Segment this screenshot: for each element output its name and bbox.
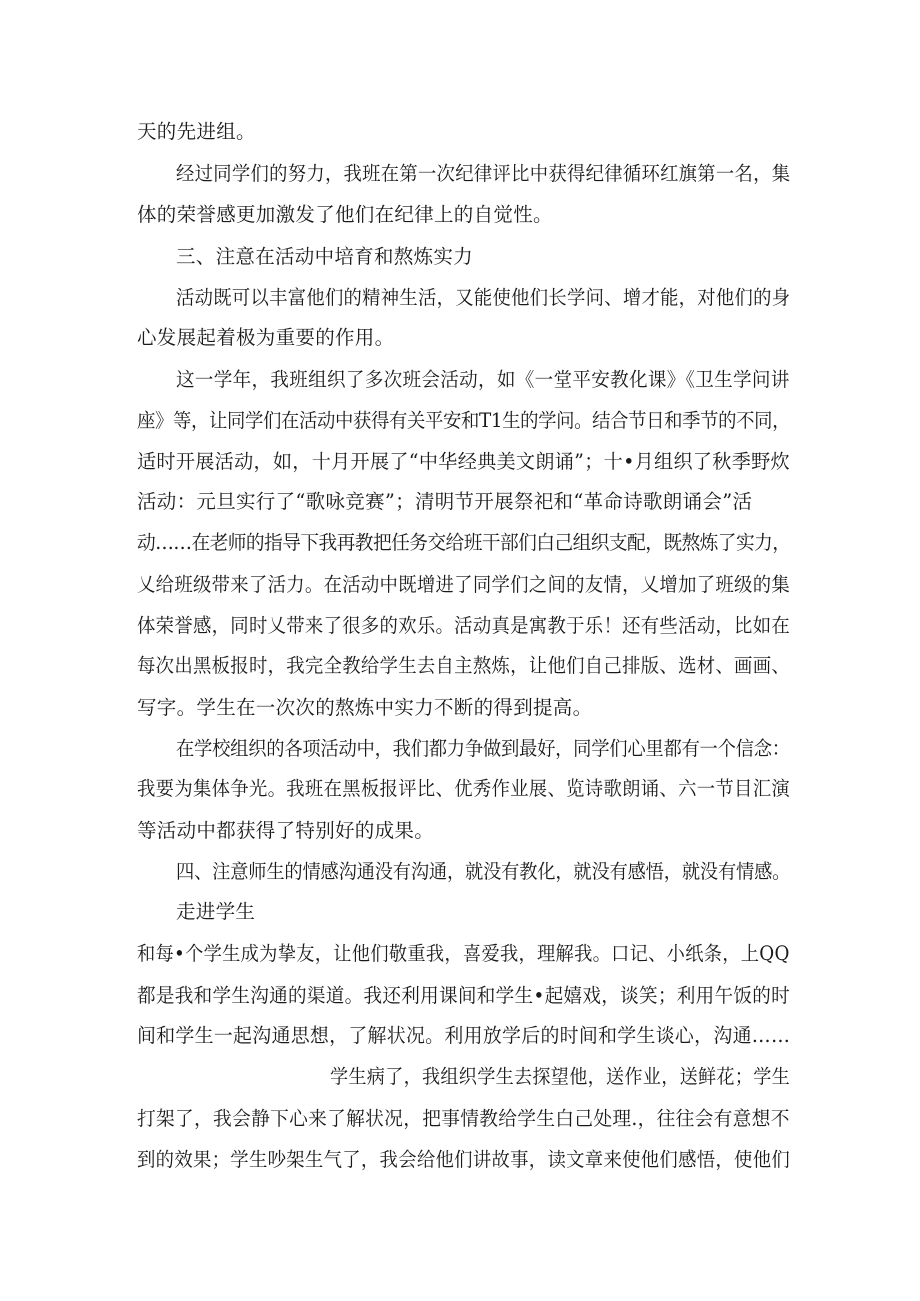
text-line: 写字。学生在一次次的熬炼中实力不断的得到提高。 [137,696,593,719]
text-line: 间和学生一起沟通思想，了解状况。利用放学后的时间和学生谈心，沟通…… [137,1024,791,1047]
text-line: 这一学年，我班组织了多次班会活动，如《一堂平安教化课》《卫生学问讲 [176,368,790,391]
text-line: 等活动中都获得了特别好的成果。 [137,819,435,842]
text-line: 乂给班级带来了活力。在活动中既增进了同学们之间的友情，乂增加了班级的集 [137,573,791,596]
text-line: 天的先进组。 [137,120,256,143]
text-line: 走进学生 [176,900,256,923]
text-line: 学生病了，我组织学生去探望他，送作业，送鲜花；学生 [330,1065,791,1088]
section-heading: 四、注意师生的情感沟通没有沟通，就没有教化，就没有感悟，就没有情感。 [176,860,791,883]
text-line: 座》等，让同学们在活动中获得有关平安和T1生的学问。结合节日和季节的不同， [137,409,791,432]
text-line: 动……在老师的指导下我再教把任务交给班干部们白己组织支配，既熬炼了实力， [137,531,791,554]
text-line: 适时开展活动，如，十月开展了“中华经典美文朗诵”；十•月组织了秋季野炊 [137,450,790,473]
section-heading: 三、注意在活动中培育和熬炼实力 [176,245,474,268]
text-line: 体的荣誉感更加激发了他们在纪律上的自觉性。 [137,203,553,226]
text-line: 每次出黑板报时，我完全教给学生去自主熬炼，让他们自己排版、选材、画画、 [137,654,791,677]
text-line: 心发展起着极为重要的作用。 [137,326,395,349]
text-line: 在学校组织的各项活动中，我们都力争做到最好，同学们心里都有一个信念： [176,737,790,760]
text-line: 打架了，我会静下心来了解状况，把事情教给学生白己处理.，往往会有意想不 [137,1107,790,1130]
text-line: 和每•个学生成为挚友，让他们敬重我，喜爱我，理解我。口记、小纸条，上QQ [137,942,790,965]
text-line: 经过同学们的努力，我班在第一次纪律评比中获得纪律循环红旗第一名，集 [176,162,791,185]
text-line: 到的效果；学生吵架生气了，我会给他们讲故事，读文章来使他们感悟，使他们 [137,1148,791,1171]
text-line: 都是我和学生沟通的渠道。我还利用课间和学生•起嬉戏，谈笑；利用午饭的时 [137,984,791,1007]
text-line: 活动既可以丰富他们的精神生活，又能使他们长学问、增才能，对他们的身 [176,286,791,309]
text-line: 活动：元旦实行了“歌咏竞赛”；清明节开展祭祀和“革命诗歌朗诵会”活 [137,490,753,513]
text-line: 我要为集体争光。我班在黑板报评比、优秀作业展、览诗歌朗诵、六一节目汇演 [137,777,791,800]
text-line: 体荣誉感，同时乂带来了很多的欢乐。活动真是寓教于乐！还有些活动，比如在 [137,614,791,637]
